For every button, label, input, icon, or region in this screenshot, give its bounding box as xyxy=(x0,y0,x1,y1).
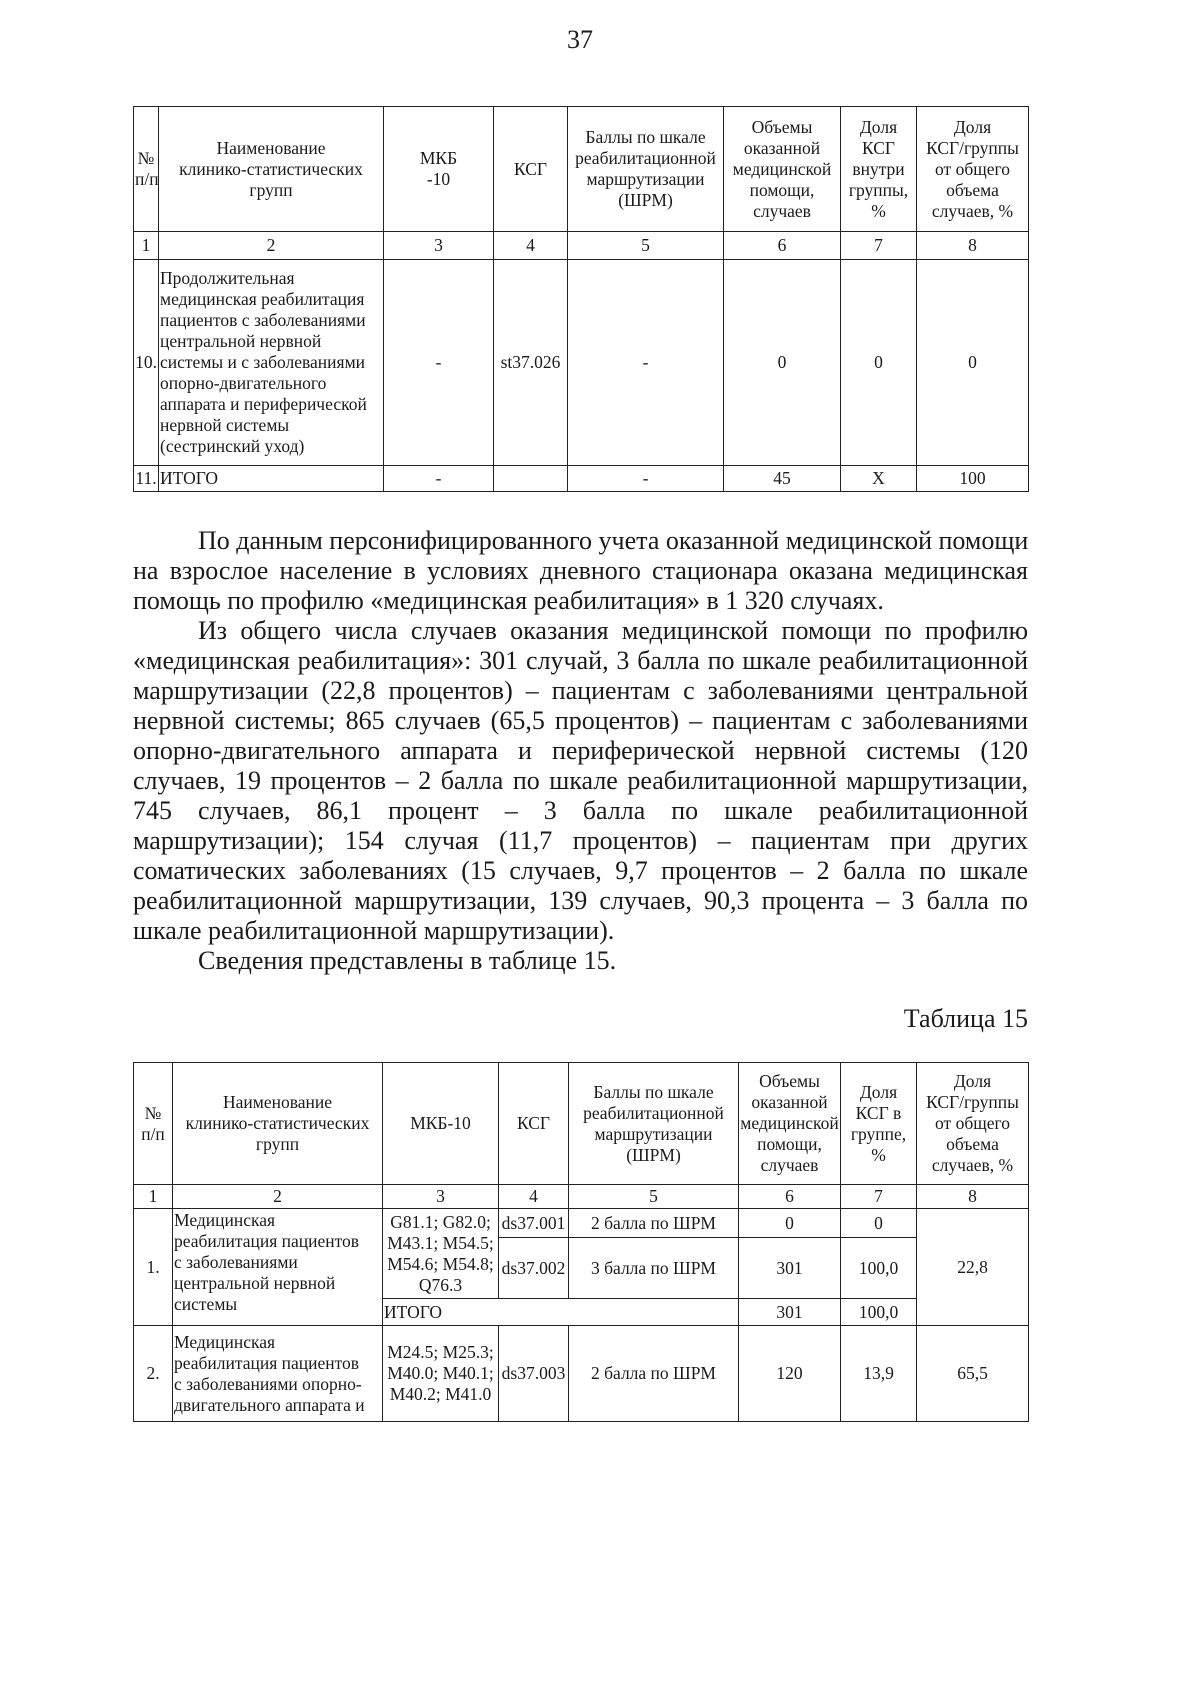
header-mkb: МКБ-10 xyxy=(383,1063,499,1185)
ksg-code: ds37.002 xyxy=(499,1238,569,1299)
text-line: реабилитационной маршрутизации, 139 случаев, 90,3 процента – 3 балла по xyxy=(133,886,1028,915)
table-15 xyxy=(133,1062,1029,1422)
volume-cases: 45 xyxy=(724,466,841,492)
column-number-row xyxy=(134,232,1029,260)
share-in-group: Х xyxy=(841,466,917,492)
header-share-of-total: Доля КСГ/группы от общего объема случаев, % xyxy=(917,1063,1029,1185)
volume-cases: 301 xyxy=(739,1238,841,1299)
volume-cases: 301 xyxy=(739,1299,841,1326)
share-of-total: 0 xyxy=(917,260,1029,466)
header-number: № п/п xyxy=(134,107,159,232)
table-row xyxy=(134,1209,1029,1238)
total-label: ИТОГО xyxy=(159,466,384,492)
text-line: «медицинская реабилитация»: 301 случай, 3 балла по шкале реабилитационной xyxy=(133,646,1028,675)
header-share-of-total: Доля КСГ/группы от общего объема случаев, % xyxy=(917,107,1029,232)
column-number: 2 xyxy=(159,232,384,260)
volume-cases: 0 xyxy=(724,260,841,466)
text-line: шкале реабилитационной маршрутизации). xyxy=(133,916,615,945)
volume-cases: 0 xyxy=(739,1209,841,1238)
text-line: маршрутизации); 154 случая (11,7 процентов) – пациентам при других xyxy=(133,826,1028,855)
header-volume: Объемы оказанной медицинской помощи, случаев xyxy=(739,1063,841,1185)
body-text xyxy=(133,526,1028,976)
table-row xyxy=(134,1326,1029,1422)
share-in-group: 100,0 xyxy=(841,1299,917,1326)
column-number: 3 xyxy=(383,1185,499,1209)
row-number: 2. xyxy=(134,1326,173,1422)
share-of-total: 22,8 xyxy=(917,1209,1029,1326)
column-number: 8 xyxy=(917,232,1029,260)
column-number: 3 xyxy=(384,232,494,260)
group-name: Медицинская реабилитация пациентов с заболеваниями опорно- двигательного аппарата и xyxy=(173,1326,383,1422)
header-ksg: КСГ xyxy=(499,1063,569,1185)
header-shrm: Баллы по шкале реабилитационной маршрутизации (ШРМ) xyxy=(568,107,724,232)
mkb-codes: - xyxy=(384,466,494,492)
total-label: ИТОГО xyxy=(383,1299,739,1326)
share-in-group: 100,0 xyxy=(841,1238,917,1299)
header-share-in-group: Доля КСГ в группе, % xyxy=(841,1063,917,1185)
mkb-codes: G81.1; G82.0; M43.1; M54.5; M54.6; M54.8; Q76.3 xyxy=(383,1209,499,1299)
text-line: соматических заболеваниях (15 случаев, 9,7 процентов – 2 балла по шкале xyxy=(133,856,1028,885)
text-line: опорно-двигательного аппарата и периферической нервной системы (120 xyxy=(133,736,1028,765)
header-group-name: Наименование клинико-статистических групп xyxy=(159,107,384,232)
text-line: случаев, 19 процентов – 2 балла по шкале реабилитационной маршрутизации, xyxy=(133,766,1028,795)
mkb-codes: - xyxy=(384,260,494,466)
column-number: 8 xyxy=(917,1185,1029,1209)
group-name: Медицинская реабилитация пациентов с заболеваниями центральной нервной системы xyxy=(173,1209,383,1326)
shrm-score: 2 балла по ШРМ xyxy=(569,1326,739,1422)
column-number: 6 xyxy=(739,1185,841,1209)
paragraph xyxy=(133,526,1028,616)
column-number: 7 xyxy=(841,1185,917,1209)
row-number: 11. xyxy=(134,466,159,492)
column-number: 2 xyxy=(173,1185,383,1209)
shrm-score: 2 балла по ШРМ xyxy=(569,1209,739,1238)
share-of-total: 65,5 xyxy=(917,1326,1029,1422)
share-in-group: 13,9 xyxy=(841,1326,917,1422)
text-line: на взрослое население в условиях дневного стационара оказана медицинская xyxy=(133,556,1028,585)
row-number: 1. xyxy=(134,1209,173,1326)
column-number: 4 xyxy=(499,1185,569,1209)
table-continued xyxy=(133,106,1029,492)
header-ksg: КСГ xyxy=(494,107,568,232)
header-group-name: Наименование клинико-статистических групп xyxy=(173,1063,383,1185)
column-number: 7 xyxy=(841,232,917,260)
header-share-in-group: Доля КСГ внутри группы, % xyxy=(841,107,917,232)
header-row xyxy=(134,1063,1029,1185)
column-number: 6 xyxy=(724,232,841,260)
column-number: 1 xyxy=(134,1185,173,1209)
ksg-code xyxy=(494,466,568,492)
volume-cases: 120 xyxy=(739,1326,841,1422)
share-in-group: 0 xyxy=(841,1209,917,1238)
header-volume: Объемы оказанной медицинской помощи, случаев xyxy=(724,107,841,232)
table-row-total xyxy=(134,466,1029,492)
paragraph xyxy=(133,616,1028,946)
row-number: 10. xyxy=(134,260,159,466)
header-number: № п/п xyxy=(134,1063,173,1185)
text-line: помощь по профилю «медицинская реабилитация» в 1 320 случаях. xyxy=(133,586,884,615)
text-line: По данным персонифицированного учета оказанной медицинской помощи xyxy=(198,526,1029,555)
column-number: 1 xyxy=(134,232,159,260)
ksg-code: ds37.001 xyxy=(499,1209,569,1238)
text-line: Сведения представлены в таблице 15. xyxy=(198,946,617,975)
column-number: 5 xyxy=(569,1185,739,1209)
header-mkb: МКБ -10 xyxy=(384,107,494,232)
shrm-score: 3 балла по ШРМ xyxy=(569,1238,739,1299)
header-row xyxy=(134,107,1029,232)
page-number: 37 xyxy=(567,25,593,54)
table-row xyxy=(134,260,1029,466)
paragraph xyxy=(133,946,1028,976)
share-in-group: 0 xyxy=(841,260,917,466)
column-number: 5 xyxy=(568,232,724,260)
group-name: Продолжительная медицинская реабилитация пациентов с заболеваниями центральной нервной системы и с заболеваниями опорно-двигательного аппарата и периферической нервной системы (сестринский уход) xyxy=(159,260,384,466)
mkb-codes: M24.5; M25.3; M40.0; M40.1; M40.2; M41.0 xyxy=(383,1326,499,1422)
share-of-total: 100 xyxy=(917,466,1029,492)
header-shrm: Баллы по шкале реабилитационной маршрутизации (ШРМ) xyxy=(569,1063,739,1185)
table-caption: Таблица 15 xyxy=(903,1004,1028,1033)
text-line: Из общего числа случаев оказания медицинской помощи по профилю xyxy=(198,616,1028,645)
shrm-score: - xyxy=(568,466,724,492)
column-number: 4 xyxy=(494,232,568,260)
column-number-row xyxy=(134,1185,1029,1209)
text-line: нервной системы; 865 случаев (65,5 процентов) – пациентам с заболеваниями xyxy=(133,706,1028,735)
text-line: маршрутизации (22,8 процентов) – пациентам с заболеваниями центральной xyxy=(133,676,1028,705)
ksg-code: st37.026 xyxy=(494,260,568,466)
shrm-score: - xyxy=(568,260,724,466)
text-line: 745 случаев, 86,1 процент – 3 балла по шкале реабилитационной xyxy=(133,796,1028,825)
ksg-code: ds37.003 xyxy=(499,1326,569,1422)
